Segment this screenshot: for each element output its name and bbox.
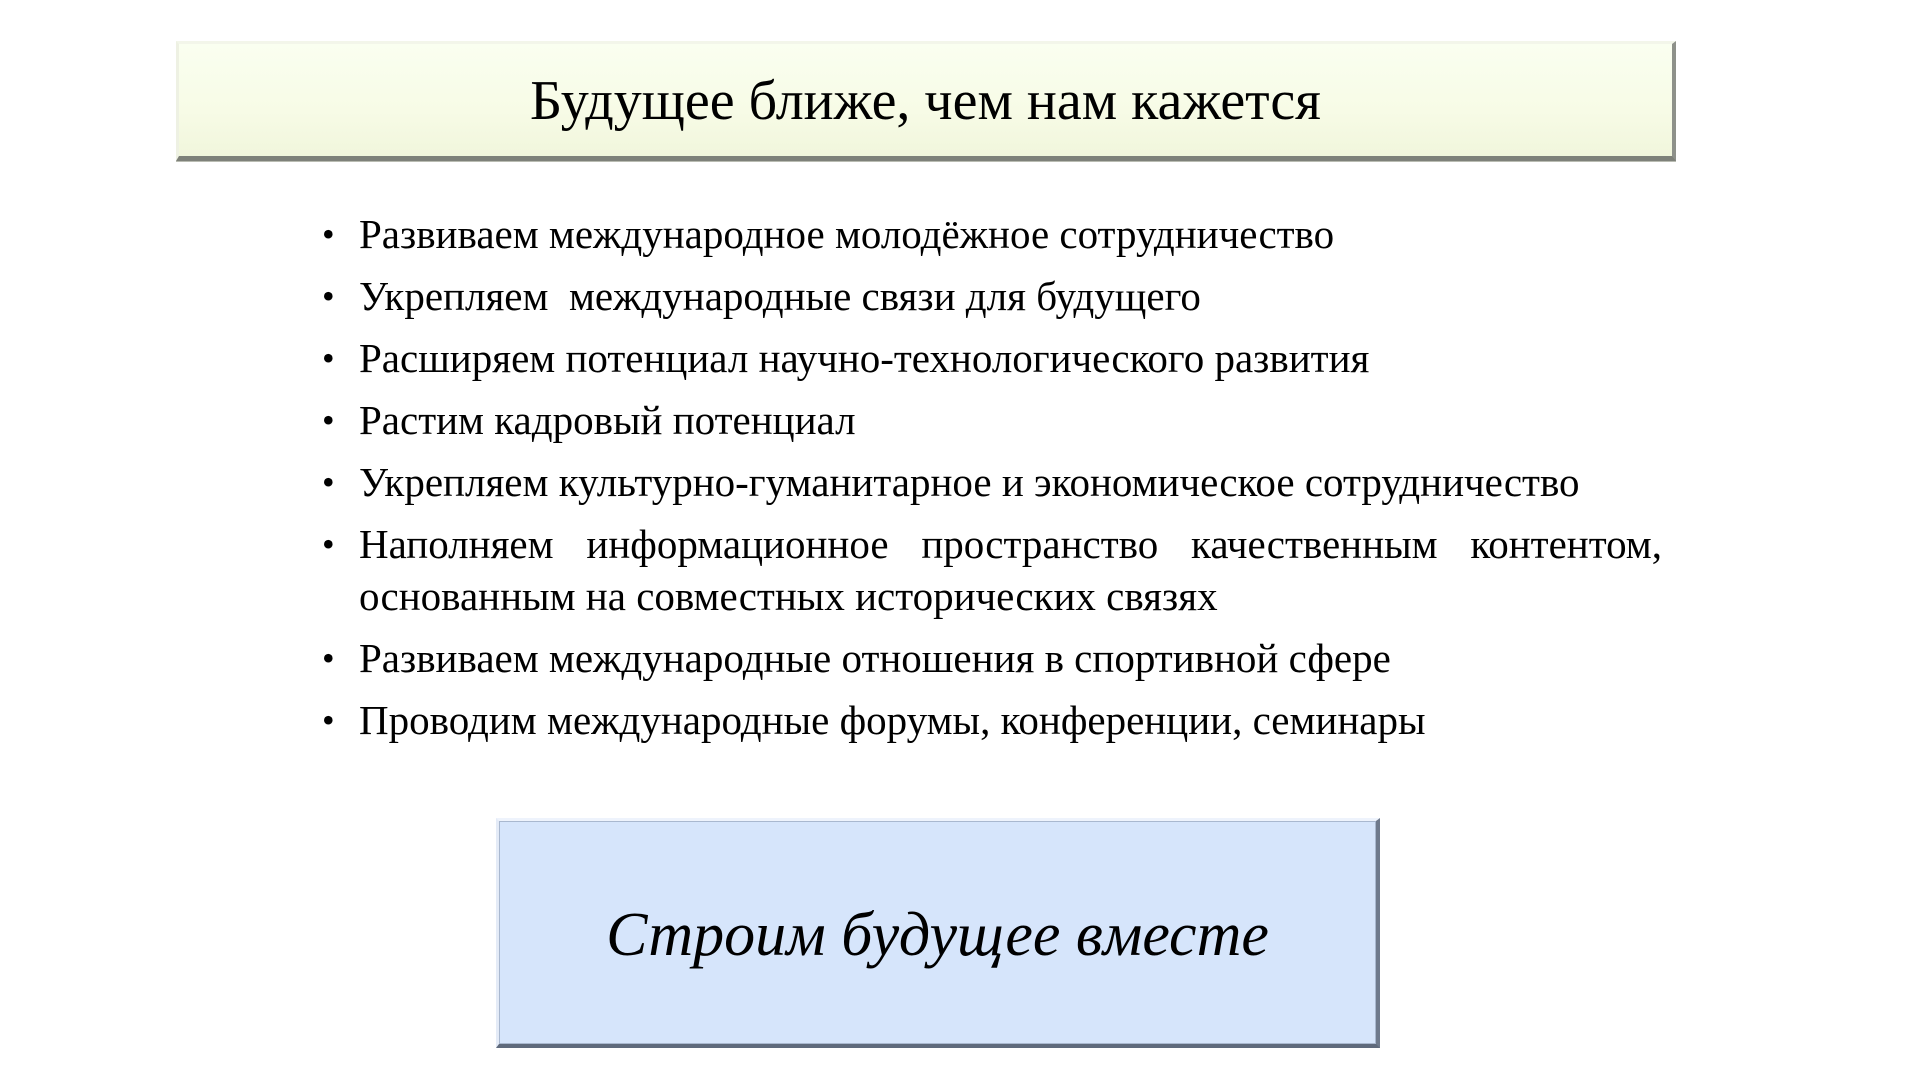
footer-banner (496, 818, 1380, 1048)
footer-text: Строим будущее вместе (606, 900, 1269, 969)
bullet-list (322, 208, 1662, 756)
list-item: • Укрепляем культурно-гуманитарное и экономическое сотрудничество (322, 456, 1662, 508)
title-box (176, 41, 1676, 161)
list-item: • Растим кадровый потенциал (322, 394, 1662, 446)
slide-title: Будущее ближе, чем нам кажется (530, 70, 1321, 132)
list-item: • Расширяем потенциал научно-технологического развития (322, 332, 1662, 384)
list-item: • Развиваем международное молодёжное сотрудничество (322, 208, 1662, 260)
list-item: • Развиваем международные отношения в спортивной сфере (322, 632, 1662, 684)
list-item: • Проводим международные форумы, конференции, семинары (322, 694, 1662, 746)
list-item: • Укрепляем международные связи для будущего (322, 270, 1662, 322)
list-item: • Наполняем информационное пространство качественным контентом, основанным на совместных исторических связях (322, 518, 1662, 622)
